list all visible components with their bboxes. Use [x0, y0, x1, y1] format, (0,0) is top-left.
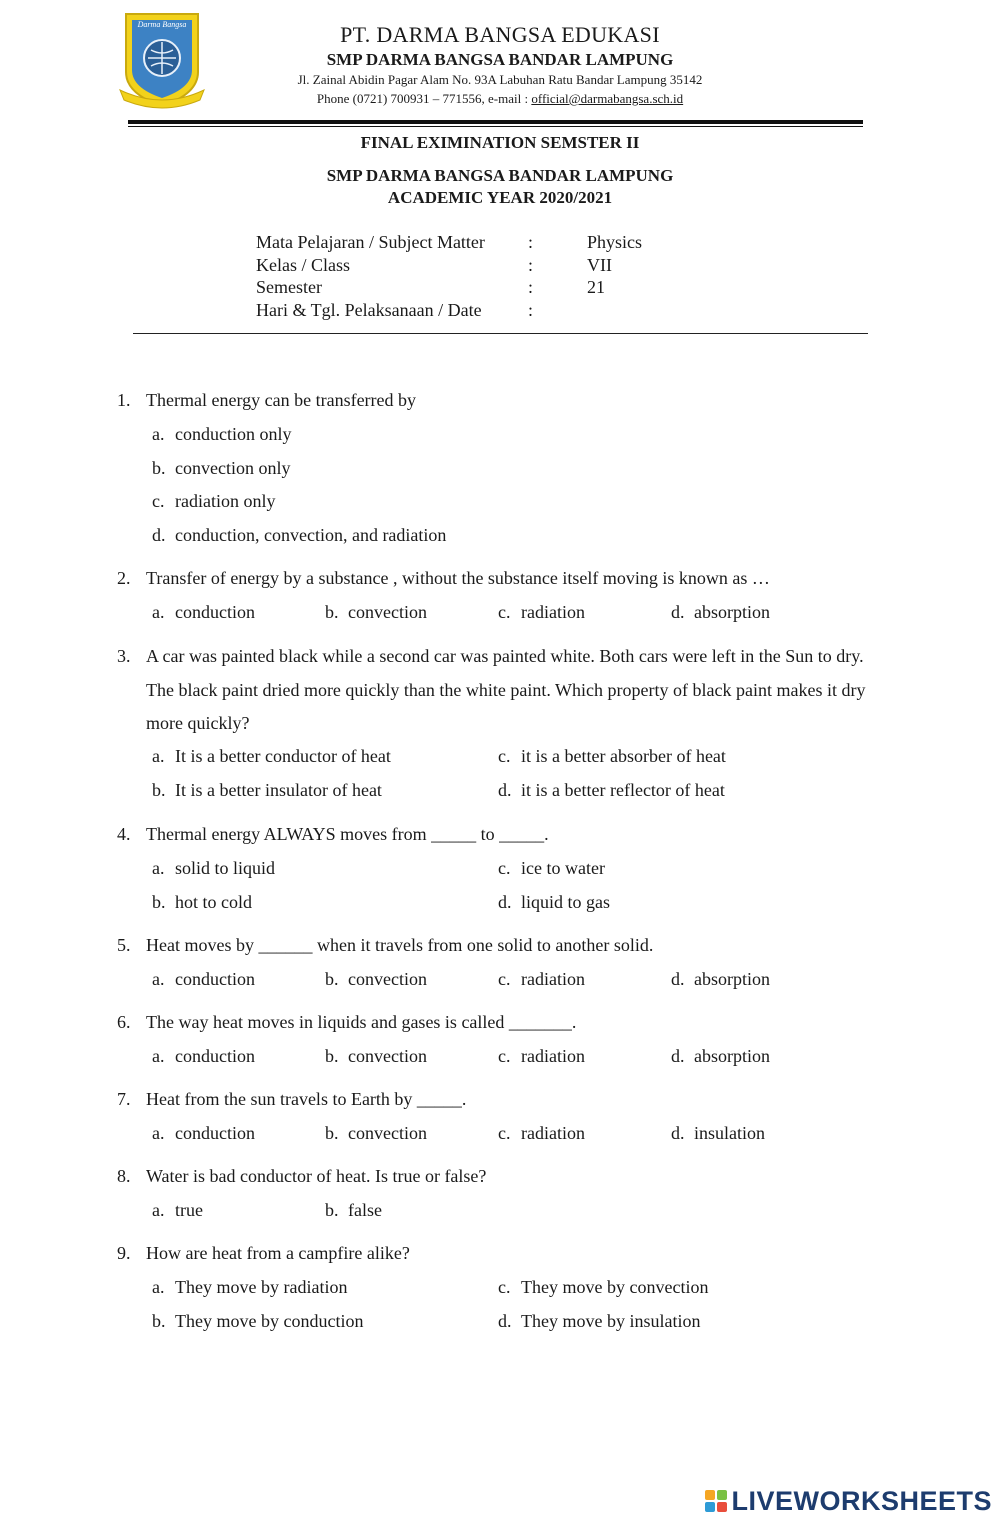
question-text: A car was painted black while a second car was painted white. Both cars were left in the Sun to dry. The black paint dried more quickly than the white paint. Which property of black paint makes it dry more quickly? [146, 646, 866, 733]
option-2c[interactable] [498, 602, 585, 623]
option-text: conduction, convection, and radiation [175, 525, 447, 545]
option-letter: a. [152, 969, 165, 989]
option-letter: a. [152, 1277, 165, 1297]
option-3c[interactable] [498, 746, 726, 767]
option-8a[interactable] [152, 1200, 203, 1221]
info-divider [133, 333, 868, 334]
exam-title: FINAL EXIMINATION SEMSTER II [360, 133, 640, 152]
info-row-class [256, 255, 756, 277]
option-text: radiation only [175, 491, 276, 511]
option-6c[interactable] [498, 1046, 585, 1067]
option-letter: b. [152, 458, 166, 478]
option-text: convection only [175, 458, 291, 478]
info-colon: : [528, 255, 534, 275]
info-row-semester [256, 277, 756, 299]
option-5a[interactable] [152, 969, 255, 990]
question-number: 6. [117, 1012, 131, 1032]
option-letter: b. [325, 1046, 339, 1066]
option-letter: b. [325, 1123, 339, 1143]
liveworksheets-logo-icon [705, 1490, 727, 1512]
option-text: convection [348, 969, 427, 989]
option-1d[interactable] [152, 525, 446, 546]
option-text: They move by conduction [175, 1311, 364, 1331]
option-3b[interactable] [152, 780, 382, 801]
option-3d[interactable] [498, 780, 725, 801]
option-4d[interactable] [498, 892, 610, 913]
option-text: conduction [175, 969, 255, 989]
option-5b[interactable] [325, 969, 427, 990]
option-text: conduction [175, 1123, 255, 1143]
option-text: convection [348, 602, 427, 622]
option-letter: c. [498, 969, 511, 989]
question-number: 1. [117, 390, 131, 410]
question-text: Water is bad conductor of heat. Is true or false? [146, 1166, 487, 1186]
option-letter: c. [498, 1046, 511, 1066]
option-text: radiation [521, 969, 585, 989]
option-9d[interactable] [498, 1311, 700, 1332]
option-2b[interactable] [325, 602, 427, 623]
option-letter: d. [152, 525, 166, 545]
option-text: false [348, 1200, 382, 1220]
option-2d[interactable] [671, 602, 770, 623]
option-text: convection [348, 1046, 427, 1066]
school-address: Jl. Zainal Abidin Pagar Alam No. 93A Labuhan Ratu Bandar Lampung 35142 [297, 72, 703, 87]
option-letter: a. [152, 746, 165, 766]
option-letter: b. [325, 1200, 339, 1220]
option-text: It is a better conductor of heat [175, 746, 391, 766]
option-text: They move by radiation [175, 1277, 348, 1297]
option-text: convection [348, 1123, 427, 1143]
option-6b[interactable] [325, 1046, 427, 1067]
option-letter: d. [498, 780, 512, 800]
option-letter: a. [152, 424, 165, 444]
option-text: liquid to gas [521, 892, 610, 912]
option-text: radiation [521, 1046, 585, 1066]
question-text: Heat moves by ______ when it travels from one solid to another solid. [146, 935, 654, 955]
option-7d[interactable] [671, 1123, 765, 1144]
info-colon: : [528, 277, 534, 297]
option-7c[interactable] [498, 1123, 585, 1144]
option-5d[interactable] [671, 969, 770, 990]
option-7b[interactable] [325, 1123, 427, 1144]
option-text: They move by insulation [521, 1311, 701, 1331]
question-number: 3. [117, 646, 131, 666]
liveworksheets-watermark[interactable] [705, 1486, 992, 1516]
option-text: true [175, 1200, 203, 1220]
info-value: Physics [587, 232, 643, 252]
option-4a[interactable] [152, 858, 275, 879]
header-divider-thick [128, 120, 863, 124]
option-letter: d. [671, 1123, 685, 1143]
option-letter: c. [498, 746, 511, 766]
question-text: The way heat moves in liquids and gases is called _______. [146, 1012, 577, 1032]
option-letter: b. [152, 892, 166, 912]
option-text: absorption [694, 969, 770, 989]
option-text: hot to cold [175, 892, 252, 912]
option-letter: b. [325, 969, 339, 989]
info-label: Kelas / Class [256, 255, 350, 275]
option-5c[interactable] [498, 969, 585, 990]
option-letter: c. [498, 858, 511, 878]
option-letter: a. [152, 602, 165, 622]
option-letter: a. [152, 1123, 165, 1143]
option-text: radiation [521, 602, 585, 622]
option-letter: d. [671, 969, 685, 989]
option-9c[interactable] [498, 1277, 708, 1298]
option-text: They move by convection [521, 1277, 709, 1297]
option-letter: b. [325, 602, 339, 622]
option-text: absorption [694, 602, 770, 622]
option-6d[interactable] [671, 1046, 770, 1067]
option-6a[interactable] [152, 1046, 255, 1067]
question-number: 4. [117, 824, 131, 844]
info-row-date [256, 300, 756, 322]
option-text: conduction [175, 602, 255, 622]
exam-year: ACADEMIC YEAR 2020/2021 [387, 188, 613, 207]
option-text: radiation [521, 1123, 585, 1143]
option-9b[interactable] [152, 1311, 363, 1332]
option-text: conduction [175, 1046, 255, 1066]
info-label: Mata Pelajaran / Subject Matter [256, 232, 485, 252]
option-letter: d. [671, 1046, 685, 1066]
logo-text: Darma Bangsa [137, 20, 187, 29]
school-name: SMP DARMA BANGSA BANDAR LAMPUNG [326, 50, 674, 69]
question-text: Transfer of energy by a substance , without the substance itself moving is known as … [146, 568, 770, 588]
option-4c[interactable] [498, 858, 605, 879]
option-letter: a. [152, 1046, 165, 1066]
option-4b[interactable] [152, 892, 252, 913]
question-number: 5. [117, 935, 131, 955]
org-name: PT. DARMA BANGSA EDUKASI [340, 22, 660, 47]
option-9a[interactable] [152, 1277, 347, 1298]
contact-line [0, 91, 1000, 107]
option-text: It is a better insulator of heat [175, 780, 382, 800]
option-letter: c. [152, 491, 165, 511]
option-letter: c. [498, 602, 511, 622]
info-value: 21 [587, 277, 605, 297]
question-number: 7. [117, 1089, 131, 1109]
option-1c[interactable] [152, 491, 275, 512]
option-text: it is a better absorber of heat [521, 746, 726, 766]
question-number: 8. [117, 1166, 131, 1186]
info-label: Semester [256, 277, 322, 297]
option-7a[interactable] [152, 1123, 255, 1144]
question-text: How are heat from a campfire alike? [146, 1243, 410, 1263]
info-colon: : [528, 232, 534, 252]
option-letter: b. [152, 1311, 166, 1331]
option-letter: d. [498, 892, 512, 912]
option-text: insulation [694, 1123, 765, 1143]
question-text: Thermal energy ALWAYS moves from _____ to _____. [146, 824, 549, 844]
option-letter: b. [152, 780, 166, 800]
watermark-text: LIVEWORKSHEETS [731, 1485, 992, 1516]
info-row-subject [256, 232, 756, 254]
question-text: Heat from the sun travels to Earth by _____. [146, 1089, 467, 1109]
info-colon: : [528, 300, 534, 320]
option-letter: a. [152, 858, 165, 878]
question-text: Thermal energy can be transferred by [146, 390, 417, 410]
option-text: ice to water [521, 858, 605, 878]
option-letter: d. [498, 1311, 512, 1331]
email-link[interactable]: official@darmabangsa.sch.id [531, 91, 684, 106]
question-number: 2. [117, 568, 131, 588]
option-text: conduction only [175, 424, 292, 444]
option-text: it is a better reflector of heat [521, 780, 725, 800]
option-8b[interactable] [325, 1200, 382, 1221]
option-3a[interactable] [152, 746, 391, 767]
info-label: Hari & Tgl. Pelaksanaan / Date [256, 300, 482, 320]
option-text: absorption [694, 1046, 770, 1066]
option-letter: c. [498, 1123, 511, 1143]
question-number: 9. [117, 1243, 131, 1263]
option-letter: a. [152, 1200, 165, 1220]
option-1a[interactable] [152, 424, 291, 445]
option-2a[interactable] [152, 602, 255, 623]
option-text: solid to liquid [175, 858, 276, 878]
option-letter: c. [498, 1277, 511, 1297]
option-letter: d. [671, 602, 685, 622]
option-1b[interactable] [152, 458, 290, 479]
info-value: VII [587, 255, 612, 275]
header-divider-thin [128, 126, 863, 127]
exam-school: SMP DARMA BANGSA BANDAR LAMPUNG [326, 166, 674, 185]
phone-text: Phone (0721) 700931 – 771556, e-mail : [316, 91, 532, 106]
